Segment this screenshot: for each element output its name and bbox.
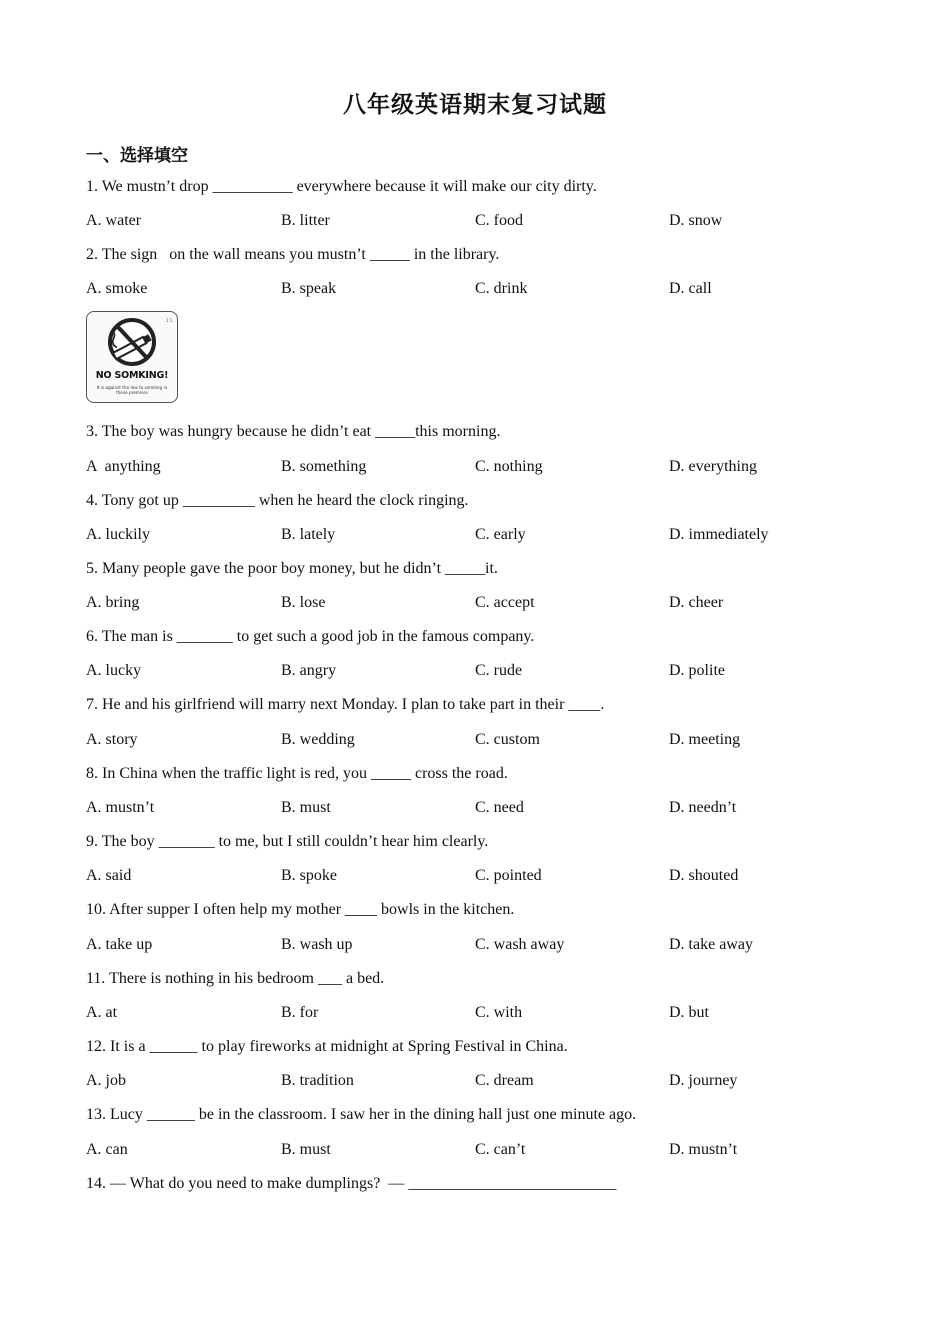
question-4-option-b: B. lately — [281, 526, 336, 543]
question-5-option-a: A. bring — [86, 594, 140, 611]
question-3-option-a: A anything — [86, 458, 161, 475]
question-7-stem: 7. He and his girlfriend will marry next Monday. I plan to take part in their ____. — [86, 696, 605, 713]
question-5-option-b: B. lose — [281, 594, 326, 611]
question-8-option-c: C. need — [475, 799, 524, 816]
question-7-option-b: B. wedding — [281, 731, 355, 748]
question-2-stem: 2. The sign on the wall means you mustn’t _____ in the library. — [86, 246, 500, 263]
sign-heading: NO SOMKING! — [95, 370, 169, 381]
question-11-option-b: B. for — [281, 1004, 319, 1021]
question-1-option-c: C. food — [475, 212, 523, 229]
question-3-stem: 3. The boy was hungry because he didn’t eat _____this morning. — [86, 423, 501, 440]
question-8-option-b: B. must — [281, 799, 331, 816]
question-12-option-b: B. tradition — [281, 1072, 354, 1089]
question-13-stem: 13. Lucy ______ be in the classroom. I saw her in the dining hall just one minute ago. — [86, 1106, 637, 1123]
question-12-stem: 12. It is a ______ to play fireworks at midnight at Spring Festival in China. — [86, 1038, 568, 1055]
question-10-option-d: D. take away — [669, 936, 753, 953]
question-2-option-c: C. drink — [475, 280, 528, 297]
section-heading: 一、选择填空 — [86, 146, 188, 166]
question-3-option-c: C. nothing — [475, 458, 543, 475]
question-1-option-a: A. water — [86, 212, 142, 229]
question-10-option-b: B. wash up — [281, 936, 353, 953]
question-6-option-c: C. rude — [475, 662, 523, 679]
question-6-stem: 6. The man is _______ to get such a good job in the famous company. — [86, 628, 535, 645]
question-4-stem: 4. Tony got up _________ when he heard the clock ringing. — [86, 492, 469, 509]
question-2-option-b: B. speak — [281, 280, 337, 297]
question-13-option-c: C. can’t — [475, 1141, 526, 1158]
question-1-stem: 1. We mustn’t drop __________ everywhere because it will make our city dirty. — [86, 178, 597, 195]
question-11-option-c: C. with — [475, 1004, 523, 1021]
question-13-option-a: A. can — [86, 1141, 128, 1158]
no-smoking-sign-image — [86, 311, 178, 403]
question-9-option-c: C. pointed — [475, 867, 542, 884]
sign-subtext: It is against the law to somking in these premises — [96, 385, 168, 395]
question-6-option-d: D. polite — [669, 662, 725, 679]
question-3-option-d: D. everything — [669, 458, 757, 475]
question-13-option-b: B. must — [281, 1141, 331, 1158]
question-9-option-b: B. spoke — [281, 867, 337, 884]
question-13-option-d: D. mustn’t — [669, 1141, 738, 1158]
question-5-option-d: D. cheer — [669, 594, 724, 611]
question-2-option-d: D. call — [669, 280, 712, 297]
question-5-option-c: C. accept — [475, 594, 535, 611]
question-4-option-c: C. early — [475, 526, 526, 543]
question-4-option-a: A. luckily — [86, 526, 150, 543]
question-7-option-a: A. story — [86, 731, 138, 748]
question-11-option-a: A. at — [86, 1004, 118, 1021]
question-10-option-a: A. take up — [86, 936, 153, 953]
question-7-option-d: D. meeting — [669, 731, 741, 748]
question-8-option-a: A. mustn’t — [86, 799, 155, 816]
question-8-stem: 8. In China when the traffic light is red, you _____ cross the road. — [86, 765, 508, 782]
question-6-option-b: B. angry — [281, 662, 337, 679]
question-9-option-a: A. said — [86, 867, 132, 884]
question-2-option-a: A. smoke — [86, 280, 148, 297]
question-6-option-a: A. lucky — [86, 662, 142, 679]
question-14-stem: 14. — What do you need to make dumplings? — __________________________ — [86, 1175, 617, 1192]
page-title: 八年级英语期末复习试题 — [343, 91, 607, 118]
question-12-option-d: D. journey — [669, 1072, 738, 1089]
question-10-option-c: C. wash away — [475, 936, 565, 953]
question-1-option-b: B. litter — [281, 212, 330, 229]
question-4-option-d: D. immediately — [669, 526, 769, 543]
question-12-option-a: A. job — [86, 1072, 126, 1089]
question-8-option-d: D. needn’t — [669, 799, 737, 816]
question-9-stem: 9. The boy _______ to me, but I still couldn’t hear him clearly. — [86, 833, 489, 850]
question-5-stem: 5. Many people gave the poor boy money, but he didn’t _____it. — [86, 560, 498, 577]
question-11-option-d: D. but — [669, 1004, 709, 1021]
question-10-stem: 10. After supper I often help my mother ____ bowls in the kitchen. — [86, 901, 515, 918]
svg-text:1:1: 1:1 — [166, 318, 173, 323]
question-9-option-d: D. shouted — [669, 867, 739, 884]
question-11-stem: 11. There is nothing in his bedroom ___ a bed. — [86, 970, 385, 987]
question-7-option-c: C. custom — [475, 731, 540, 748]
question-12-option-c: C. dream — [475, 1072, 534, 1089]
question-1-option-d: D. snow — [669, 212, 723, 229]
question-3-option-b: B. something — [281, 458, 367, 475]
